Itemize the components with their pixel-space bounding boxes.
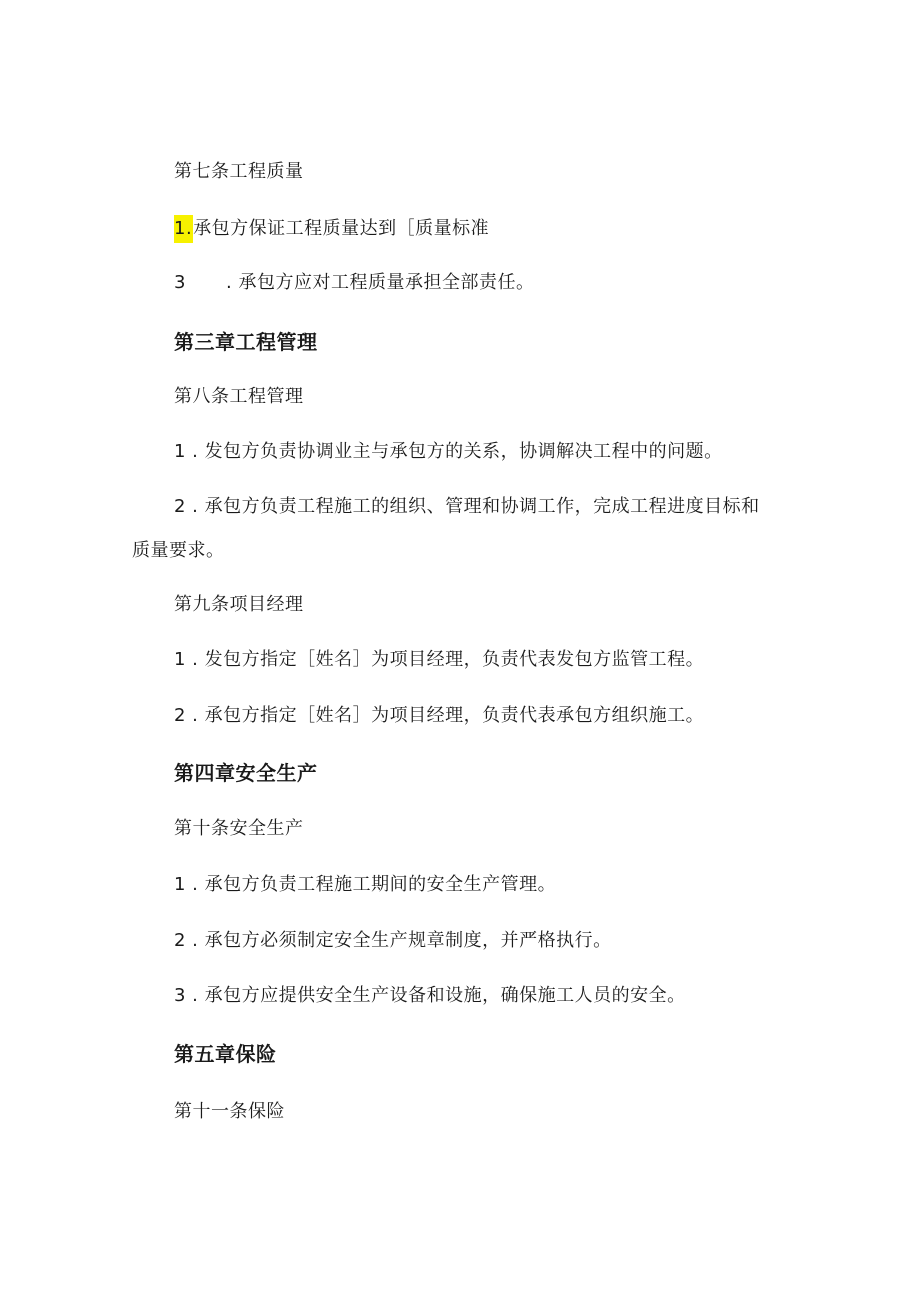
article-8-title: 第八条工程管理 — [174, 386, 304, 407]
article-7-item-1 — [174, 215, 489, 243]
article-7-item-3-text: . 承包方应对工程质量承担全部责任。 — [226, 272, 535, 293]
article-10-item-2: 2 . 承包方必须制定安全生产规章制度，并严格执行。 — [174, 930, 612, 951]
article-10-title: 第十条安全生产 — [174, 818, 304, 839]
article-7-item-3-number: 3 — [174, 272, 186, 293]
article-8-item-2: 2 . 承包方负责工程施工的组织、管理和协调工作，完成工程进度目标和质量要求。 — [132, 496, 760, 561]
article-9-item-1: 1 . 发包方指定［姓名］为项目经理，负责代表发包方监管工程。 — [174, 649, 705, 670]
article-10-item-3: 3 . 承包方应提供安全生产设备和设施，确保施工人员的安全。 — [174, 985, 686, 1006]
article-7-item-3 — [174, 271, 534, 295]
highlighted-item-number: 1. — [174, 215, 193, 243]
chapter-4-title: 第四章安全生产 — [174, 761, 318, 785]
chapter-5-title: 第五章保险 — [174, 1042, 277, 1066]
article-9-title: 第九条项目经理 — [174, 594, 304, 615]
chapter-3-title: 第三章工程管理 — [174, 330, 318, 354]
article-7-title: 第七条工程质量 — [174, 161, 304, 182]
article-8-item-1: 1 . 发包方负责协调业主与承包方的关系，协调解决工程中的问题。 — [174, 441, 723, 462]
article-7-item-1-text: 承包方保证工程质量达到［质量标准 — [193, 218, 490, 239]
article-11-title: 第十一条保险 — [174, 1101, 285, 1122]
article-10-item-1: 1 . 承包方负责工程施工期间的安全生产管理。 — [174, 874, 557, 895]
article-9-item-2: 2 . 承包方指定［姓名］为项目经理，负责代表承包方组织施工。 — [174, 705, 705, 726]
